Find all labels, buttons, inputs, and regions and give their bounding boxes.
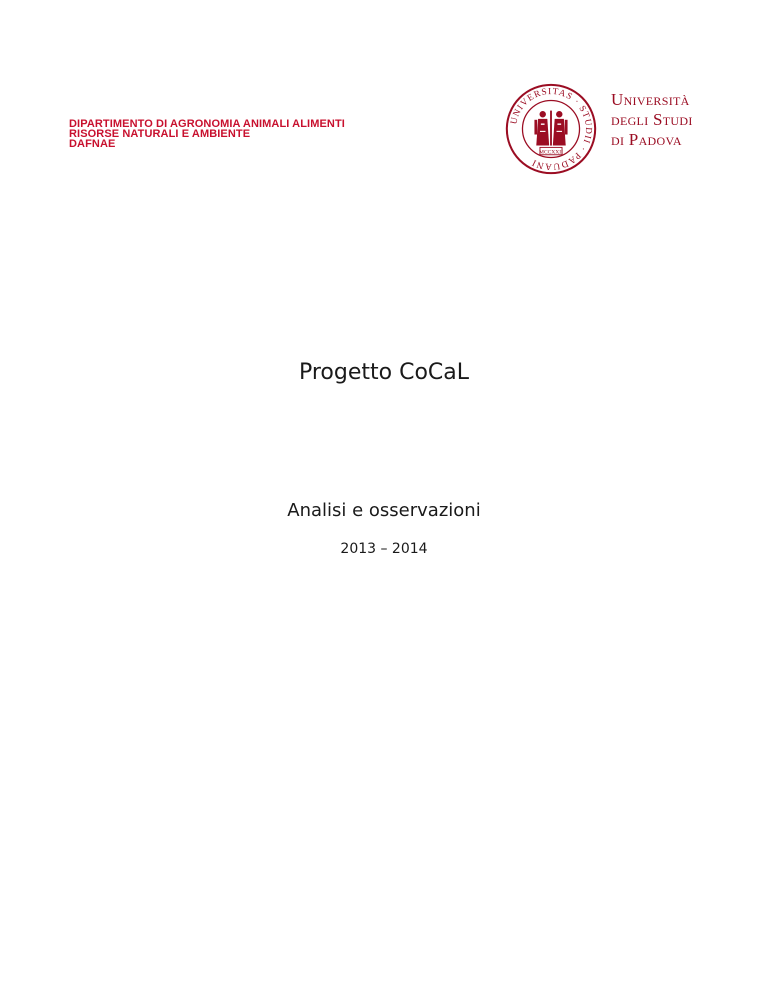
department-line-1: DIPARTIMENTO DI AGRONOMIA ANIMALI ALIMENTI: [69, 118, 345, 130]
document-years: 2013 – 2014: [340, 541, 428, 557]
document-subtitle: Analisi e osservazioni: [287, 500, 481, 521]
seal-date-text: MCCXXII: [539, 149, 563, 156]
department-line-2: RISORSE NATURALI E AMBIENTE: [69, 128, 251, 140]
university-line-2: degli Studi: [611, 110, 693, 129]
university-line-1: Università: [611, 90, 690, 109]
department-name: [69, 119, 345, 149]
university-line-3: di Padova: [611, 130, 682, 149]
department-line-3: DAFNAE: [69, 138, 116, 150]
document-title: Progetto CoCaL: [298, 360, 470, 385]
seal-ring-text: UNIVERSITAS · STUDII · PADUANI: [508, 85, 595, 173]
university-seal-icon: [505, 83, 597, 175]
university-name: [611, 90, 693, 150]
